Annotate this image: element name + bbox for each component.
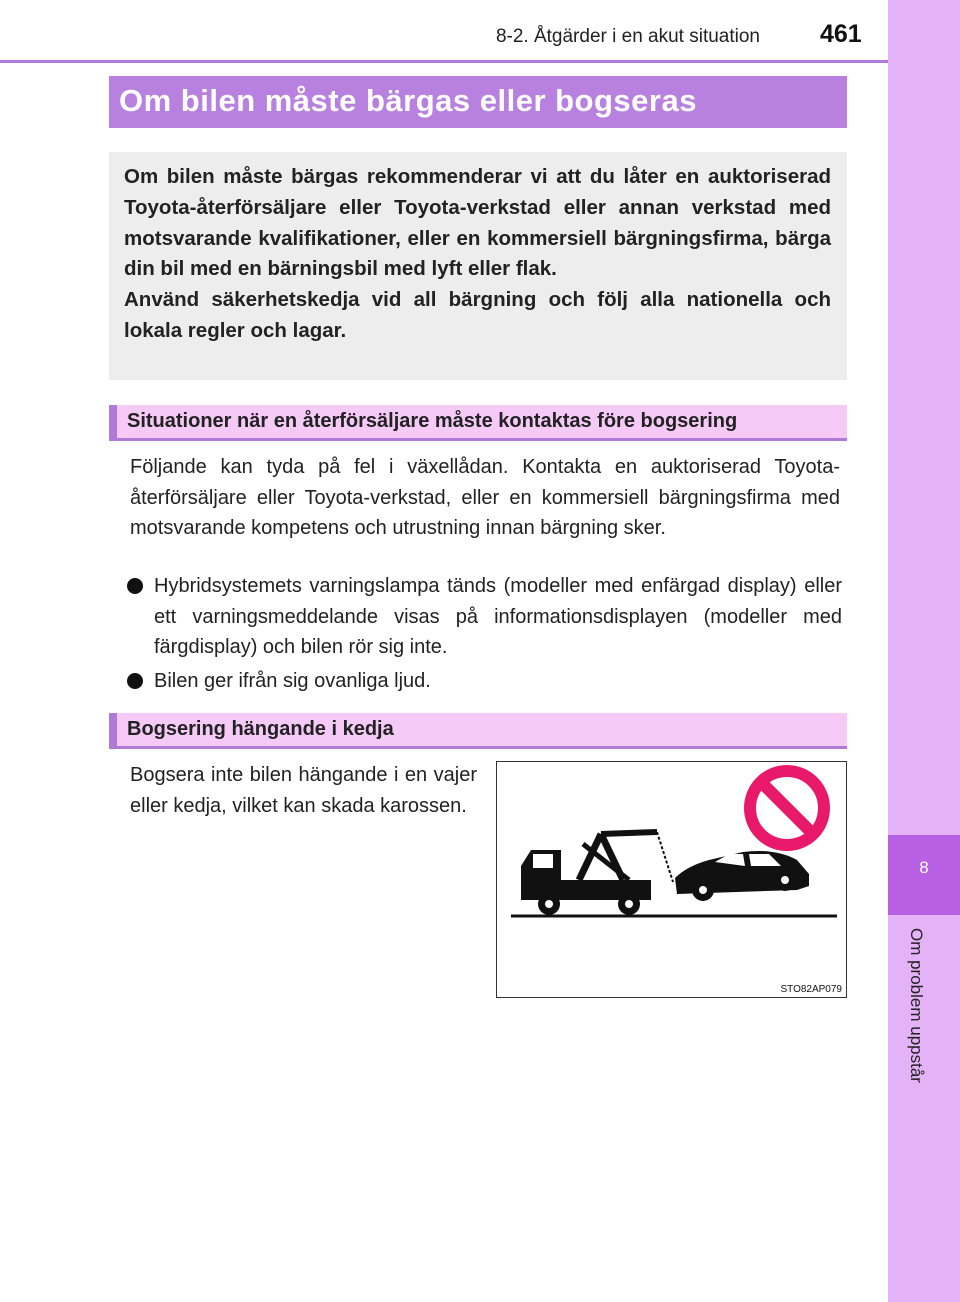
bullet-icon bbox=[127, 578, 143, 594]
prohibition-icon bbox=[750, 771, 824, 845]
section-body-dealer: Följande kan tyda på fel i växellådan. Kontakta en auktoriserad Toyota-återförsäljare eller Toyota-verkstad, eller en kommersiell bärgningsfirma med motsvarande kompetens och utrustning innan bärgning sker. bbox=[130, 456, 840, 539]
tow-truck-icon bbox=[521, 832, 673, 915]
section-breadcrumb: 8-2. Åtgärder i en akut situation bbox=[495, 26, 760, 47]
header-divider bbox=[0, 60, 888, 63]
towed-car-icon bbox=[675, 851, 809, 901]
tow-illustration bbox=[496, 761, 847, 998]
chapter-number: 8 bbox=[919, 858, 929, 877]
intro-box bbox=[109, 152, 847, 380]
section-heading-dealer: Situationer när en återförsäljare måste kontaktas före bogsering bbox=[109, 405, 847, 441]
intro-paragraph: Om bilen måste bärgas rekommenderar vi att du låter en auktoriserad Toyota-återförsäljare eller Toyota-verkstad eller annan verkstad med motsvarande kvalifikationer, eller en kommersiell bärgningsfirma, bärga din bil med en bärningsbil med lyft eller flak. bbox=[124, 165, 831, 281]
list-item-text: Hybridsystemets varningslampa tänds (modeller med enfärgad display) eller ett varningsmeddelande visas på informationsdisplayen (modeller med färgdisplay) och bilen rör sig inte. bbox=[154, 575, 842, 658]
list-item bbox=[127, 666, 842, 697]
page-number: 461 bbox=[820, 20, 862, 48]
list-item-text: Bilen ger ifrån sig ovanliga ljud. bbox=[154, 670, 431, 692]
tow-truck-illustration bbox=[497, 762, 846, 997]
intro-paragraph-safety: Använd säkerhetskedja vid all bärgning och följ alla nationella och lokala regler och lagar. bbox=[124, 288, 831, 342]
section-heading-chain-towing: Bogsering hängande i kedja bbox=[109, 713, 847, 749]
list-item bbox=[127, 571, 842, 663]
bullet-icon bbox=[127, 673, 143, 689]
page-title: Om bilen måste bärgas eller bogseras bbox=[109, 76, 847, 128]
section-body-chain-towing: Bogsera inte bilen hängande i en vajer eller kedja, vilket kan skada karossen. bbox=[130, 764, 477, 817]
chapter-title: Om problem uppstår bbox=[907, 928, 926, 1083]
figure-code: STO82AP079 bbox=[780, 984, 842, 995]
